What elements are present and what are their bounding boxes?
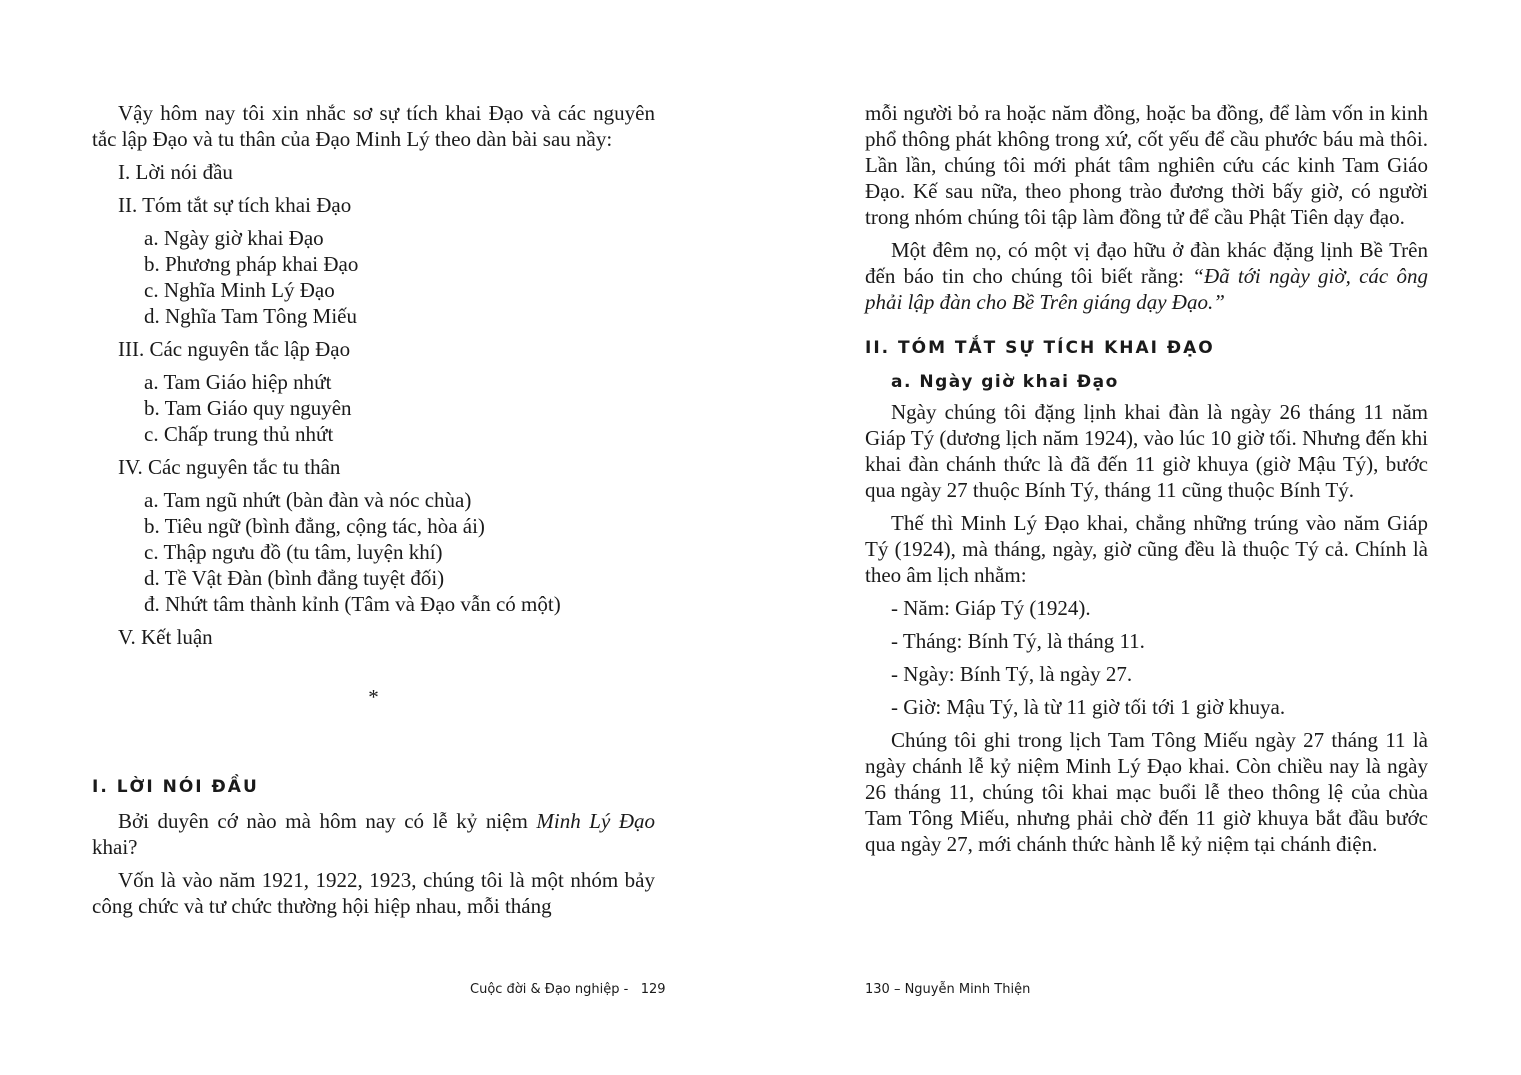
dash-list-item: - Giờ: Mậu Tý, là từ 11 giờ tối tới 1 giờ khuya.	[891, 695, 1286, 719]
outline	[92, 159, 655, 650]
right-page	[760, 0, 1521, 1075]
outline-item-4: IV. Các nguyên tắc tu thân	[118, 455, 341, 479]
section-heading: I. LỜI NÓI ĐẦU	[92, 777, 259, 797]
section-heading: II. TÓM TẮT SỰ TÍCH KHAI ĐẠO	[865, 338, 1215, 358]
paragraph-continued: mỗi người bỏ ra hoặc năm đồng, hoặc ba đồng, để làm vốn in kinh phổ thông phát không trong xứ, cốt yếu để cầu phước báu mà thôi. Lần lần, chúng tôi mới phát tâm nghiên cứu các kinh Tam Giáo Đạo. Kế sau nữa, theo phong trào đương thời bấy giờ, có người trong nhóm chúng tôi tập làm đồng tử để cầu Phật Tiên dạy đạo.	[865, 101, 1428, 229]
text-run: khai?	[92, 835, 138, 859]
outline-subitem: c. Chấp trung thủ nhứt	[144, 422, 334, 446]
paragraph: Thế thì Minh Lý Đạo khai, chẳng những trúng vào năm Giáp Tý (1924), mà tháng, ngày, giờ cũng đều là thuộc Tý cả. Chính là theo âm lịch nhằm:	[865, 511, 1428, 587]
outline-subitem: b. Tiêu ngữ (bình đẳng, cộng tác, hòa ái)	[144, 514, 485, 538]
sub-heading: a. Ngày giờ khai Đạo	[891, 372, 1119, 392]
left-page	[0, 0, 760, 1075]
outline-subitem: d. Tề Vật Đàn (bình đẳng tuyệt đối)	[144, 566, 445, 590]
page-footer: 130 – Nguyễn Minh Thiện	[865, 982, 1031, 997]
text-run: Bởi duyên cớ nào mà hôm nay có lễ kỷ niệm	[118, 809, 537, 833]
right-page-column	[865, 100, 1428, 864]
dash-list-item: - Tháng: Bính Tý, là tháng 11.	[891, 629, 1145, 653]
outline-subitem: đ. Nhứt tâm thành kỉnh (Tâm và Đạo vẫn có một)	[144, 592, 561, 616]
paragraph	[92, 808, 655, 860]
intro-paragraph: Vậy hôm nay tôi xin nhắc sơ sự tích khai Đạo và các nguyên tắc lập Đạo và tu thân của Đạo Minh Lý theo dàn bài sau nầy:	[92, 101, 655, 151]
text-run: Một đêm nọ, có một vị đạo hữu ở đàn khác đặng lịnh Bề Trên đến báo tin cho chúng tôi biết rằng:	[865, 238, 1428, 288]
outline-subitem: c. Nghĩa Minh Lý Đạo	[144, 278, 335, 302]
paragraph: Chúng tôi ghi trong lịch Tam Tông Miếu ngày 27 tháng 11 là ngày chánh lễ kỷ niệm Minh Lý Đạo khai. Còn chiều nay là ngày 26 tháng 11, chúng tôi khai mạc buổi lễ theo thông lệ của chùa Tam Tông Miếu, nhưng phải chờ đến 11 giờ khuya bắt đầu bước qua ngày 27, mới chánh thức hành lễ kỷ niệm tại chánh điện.	[865, 728, 1428, 856]
italic-text: Minh Lý Đạo	[536, 809, 655, 833]
outline-item-1: I. Lời nói đầu	[118, 160, 233, 184]
outline-subitem: b. Tam Giáo quy nguyên	[144, 396, 352, 420]
outline-item-5: V. Kết luận	[118, 625, 213, 649]
outline-subitem: d. Nghĩa Tam Tông Miếu	[144, 304, 357, 328]
dash-list-item: - Năm: Giáp Tý (1924).	[891, 596, 1091, 620]
italic-quote: “Đã tới ngày giờ, các ông phải lập đàn cho Bề Trên giáng dạy Đạo.”	[865, 264, 1428, 314]
outline-subitem: a. Tam ngũ nhứt (bàn đàn và nóc chùa)	[144, 488, 472, 512]
outline-subitem: a. Tam Giáo hiệp nhứt	[144, 370, 332, 394]
outline-item-2: II. Tóm tắt sự tích khai Đạo	[118, 193, 352, 217]
section-separator: *	[368, 685, 379, 709]
page-footer: Cuộc đời & Đạo nghiệp - 129	[470, 982, 666, 997]
outline-item-3: III. Các nguyên tắc lập Đạo	[118, 337, 351, 361]
outline-subitem: b. Phương pháp khai Đạo	[144, 252, 359, 276]
dash-list-item: - Ngày: Bính Tý, là ngày 27.	[891, 662, 1133, 686]
paragraph: Vốn là vào năm 1921, 1922, 1923, chúng tôi là một nhóm bảy công chức và tư chức thường hội hiệp nhau, mỗi tháng	[92, 868, 655, 918]
left-page-column	[92, 100, 655, 926]
paragraph	[865, 237, 1428, 315]
paragraph: Ngày chúng tôi đặng lịnh khai đàn là ngày 26 tháng 11 năm Giáp Tý (dương lịch năm 1924), vào lúc 10 giờ tối. Nhưng đến khi khai đàn chánh thức là đã đến 11 giờ khuya (giờ Mậu Tý), bước qua ngày 27 thuộc Bính Tý, tháng 11 cũng thuộc Bính Tý.	[865, 400, 1428, 502]
outline-subitem: c. Thập ngưu đồ (tu tâm, luyện khí)	[144, 540, 443, 564]
outline-subitem: a. Ngày giờ khai Đạo	[144, 226, 324, 250]
